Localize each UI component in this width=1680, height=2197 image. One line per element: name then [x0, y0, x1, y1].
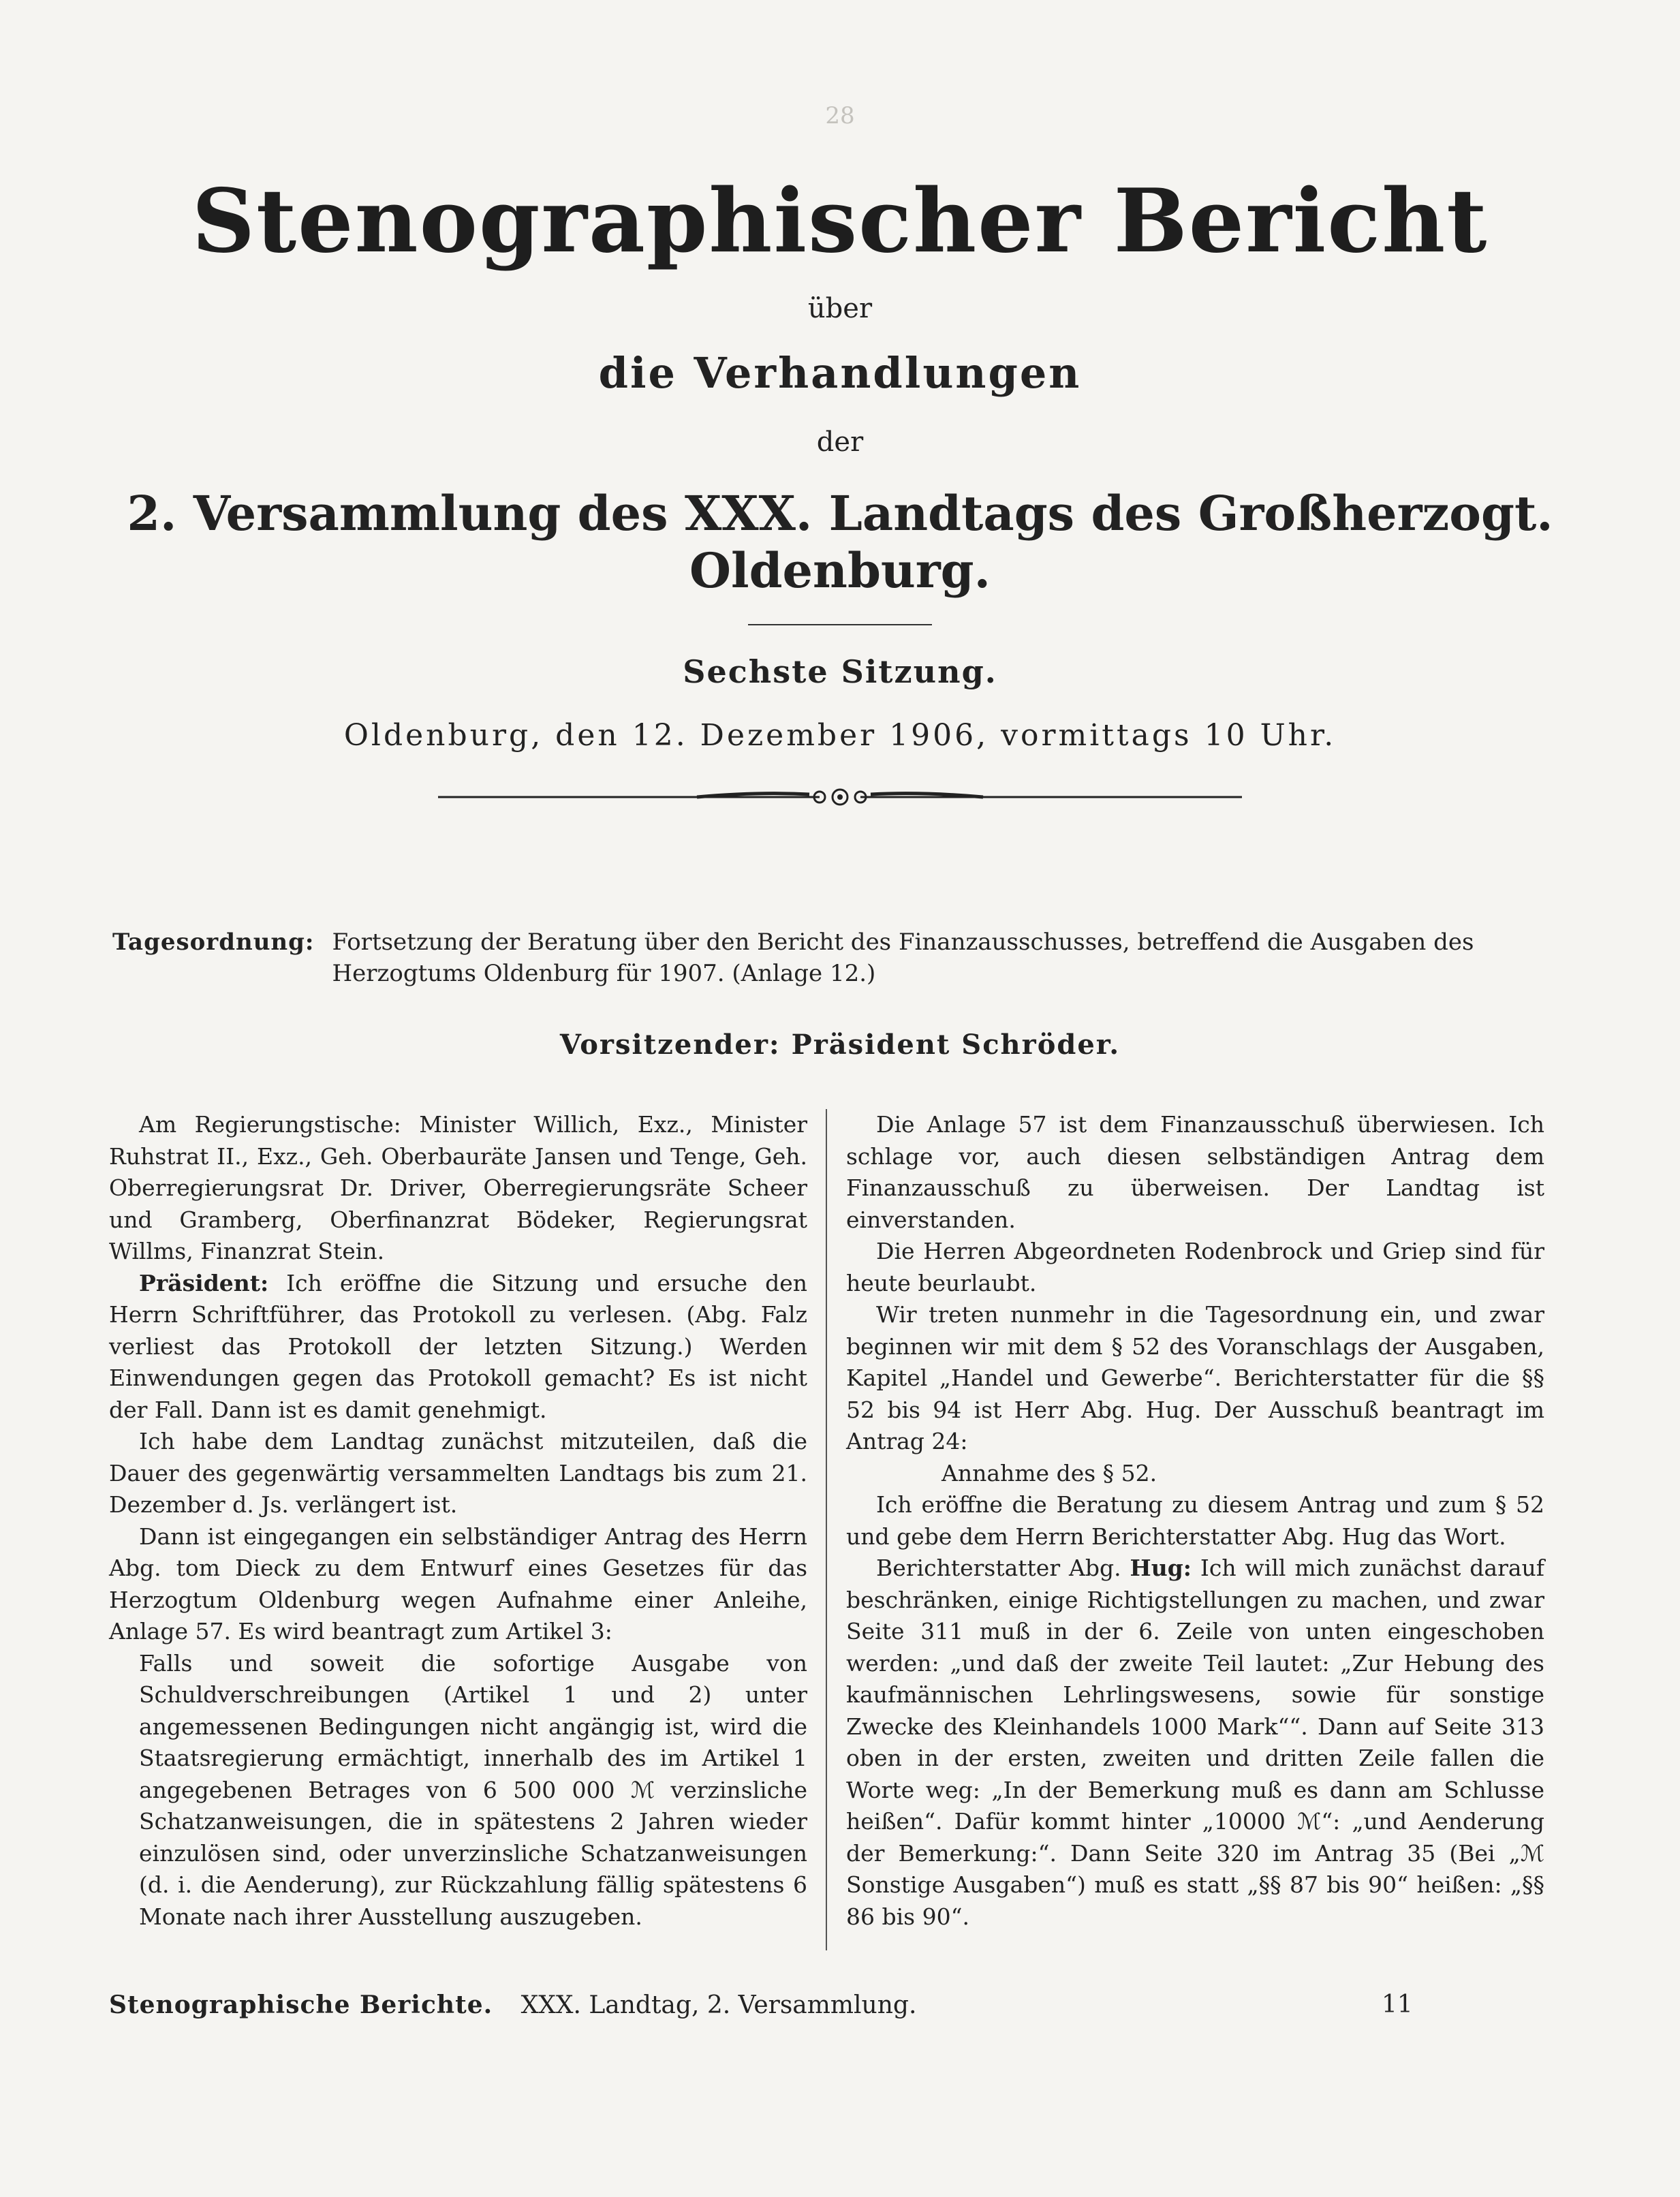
right-column [846, 1109, 1544, 1933]
left-column [109, 1109, 807, 1933]
ueber-line: über [807, 293, 873, 324]
agenda [112, 926, 1570, 989]
footer-subtitle: XXX. Landtag, 2. Versammlung. [520, 1991, 917, 2019]
report-header [0, 170, 1680, 811]
speaker-label: Hug: [1130, 1555, 1192, 1581]
rapporteur-text: Ich will mich zunächst darauf beschränken, einige Richtigstellungen zu machen, und zwar Seite 311 muß in der 6. Zeile von unten eingeschoben werden: „und daß der zweite Teil lautet: „Zur Hebung des kaufmännischen Lehrlingswesens, sowie für sonstige Zwecke des Kleinhandels 1000 Mark““. Dann auf Seite 313 oben in der ersten, zweiten und dritten Zeile fallen die Worte weg: „In der Bemerkung muß es dann am Schlusse heißen“. Dafür kommt hinter „10000 ℳ“: „und Aenderung der Bemerkung:“. Dann Seite 320 im Antrag 35 (Bei „ℳ Sonstige Ausgaben“) muß es statt „§§ 87 bis 90“ heißen: „§§ 86 bis 90“. [846, 1555, 1544, 1930]
body-columns [109, 1109, 1577, 1961]
chairman-line: Vorsitzender: Präsident Schröder. [559, 1029, 1121, 1061]
date-line: Oldenburg, den 12. Dezember 1906, vormittags 10 Uhr. [343, 718, 1337, 753]
column-divider [826, 1109, 827, 1950]
committee-paragraph: Die Anlage 57 ist dem Finanzausschuß überwiesen. Ich schlage vor, auch diesen selbständigen Antrag dem Finanzausschuß zu überweisen. Der Landtag ist einverstanden. [846, 1111, 1544, 1233]
speaker-label: Präsident: [139, 1269, 269, 1296]
main-title: Stenographischer Bericht [191, 170, 1489, 272]
agenda-text: Fortsetzung der Beratung über den Bericht des Finanzausschusses, betreffend die Ausgaben des Herzogtums Oldenburg für 1907. (Anlage 12.) [332, 929, 1474, 987]
sitzung-title: Sechste Sitzung. [683, 653, 997, 690]
ornament-divider [438, 783, 1242, 811]
president-paragraph [109, 1268, 807, 1427]
president-text: Ich eröffne die Sitzung und ersuche den Herrn Schriftführer, das Protokoll zu verlesen. (Abg. Falz verliest das Protokoll der letzten Sitzung.) Werden Einwendungen gegen das Protokoll gemacht? Es ist nicht der Fall. Dann ist es damit genehmigt. [109, 1269, 807, 1423]
faint-page-number: 28 [825, 102, 855, 129]
motion-adoption-line: Annahme des § 52. [942, 1459, 1157, 1486]
page-number: 11 [1382, 1991, 1413, 2019]
versammlung-title: 2. Versammlung des XXX. Landtags des Großherzogt. Oldenburg. [127, 485, 1553, 599]
rapporteur-paragraph [846, 1553, 1544, 1933]
verhandlungen-line: die Verhandlungen [598, 348, 1082, 398]
agenda-label: Tagesordnung: [112, 929, 315, 956]
short-divider [748, 624, 932, 625]
der-line: der [816, 426, 864, 458]
government-bench-paragraph: Am Regierungstische: Minister Willich, Exz., Minister Ruhstrat II., Exz., Geh. Oberbauräte Jansen und Tenge, Geh. Oberregierungsrat Dr. Driver, Oberregierungsräte Scheer und Gramberg, Oberfinanzrat Bödeker, Regierungsrat Willms, Finanzrat Stein. [109, 1111, 807, 1264]
debate-open-paragraph: Ich eröffne die Beratung zu diesem Antrag und zum § 52 und gebe dem Herrn Berichterstatter Abg. Hug das Wort. [846, 1491, 1544, 1550]
motion-paragraph: Dann ist eingegangen ein selbständiger Antrag des Herrn Abg. tom Dieck zu dem Entwurf eines Gesetzes für das Herzogtum Oldenburg wegen Aufnahme einer Anleihe, Anlage 57. Es wird beantragt zum Artikel 3: [109, 1523, 807, 1645]
page-footer [109, 1988, 1472, 2023]
agenda-start-paragraph: Wir treten nunmehr in die Tagesordnung ein, und zwar beginnen wir mit dem § 52 des Voranschlags der Ausgaben, Kapitel „Handel und Gewerbe“. Berichterstatter für die §§ 52 bis 94 ist Herr Abg. Hug. Der Ausschuß beantragt im Antrag 24: [846, 1301, 1544, 1454]
motion-quote: Falls und soweit die sofortige Ausgabe von Schuldverschreibungen (Artikel 1 und 2) unter angemessenen Bedingungen nicht angängig ist, wird die Staatsregierung ermächtigt, innerhalb des im Artikel 1 angegebenen Betrages von 6 500 000 ℳ verzinsliche Schatzanweisungen, die in spätestens 2 Jahren wieder einzulösen sind, oder unverzinsliche Schatzanweisungen (d. i. die Aenderung), zur Rückzahlung fällig spätestens 6 Monate nach ihrer Ausstellung auszugeben. [139, 1649, 807, 1930]
leave-paragraph: Die Herren Abgeordneten Rodenbrock und Griep sind für heute beurlaubt. [846, 1238, 1544, 1296]
rapporteur-prefix: Berichterstatter Abg. [876, 1555, 1130, 1581]
footer-title: Stenographische Berichte. [109, 1991, 493, 2019]
landtag-duration-paragraph: Ich habe dem Landtag zunächst mitzuteilen, daß die Dauer des gegenwärtig versammelten Landtags bis zum 21. Dezember d. Js. verlängert ist. [109, 1428, 807, 1518]
